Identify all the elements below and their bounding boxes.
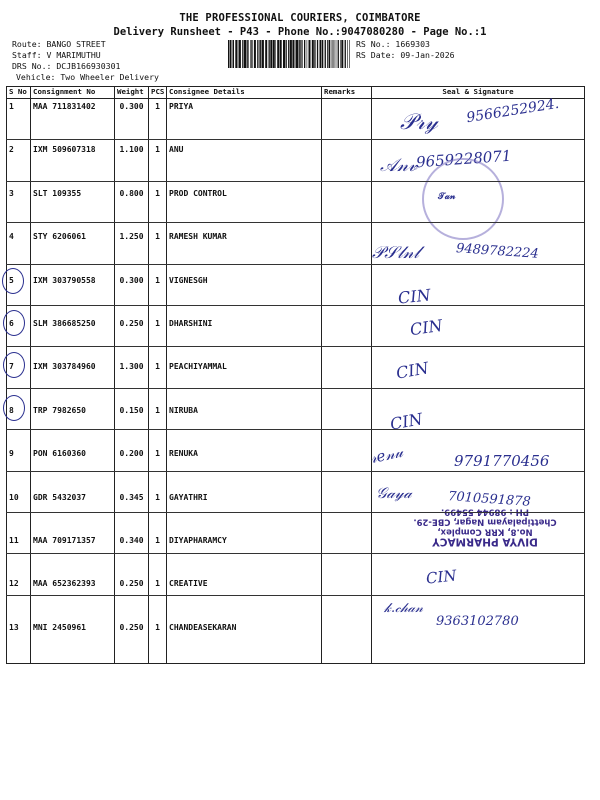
row-divider [6, 512, 584, 513]
row-consignee: PRIYA [167, 99, 322, 143]
row-weight: 0.345 [115, 490, 149, 533]
barcode-bar [247, 40, 248, 68]
row-weight: 0.340 [115, 533, 149, 576]
rs-number: RS No.: 1669303 [356, 39, 430, 49]
row-pcs: 1 [149, 533, 167, 576]
handwritten-cin-7: CIN [394, 358, 430, 383]
row-pcs: 1 [149, 229, 167, 272]
barcode-bar [309, 40, 311, 68]
row-consignment-no: MAA 652362393 [31, 576, 115, 619]
table-row [7, 403, 585, 446]
row-consignee: DIYAPHARAMCY [167, 533, 322, 576]
row-consignee: NIRUBA [167, 403, 322, 446]
row-signature [372, 316, 585, 359]
barcode-bar [338, 40, 339, 68]
row-consignment-no: GDR 5432037 [31, 490, 115, 533]
barcode-bar [265, 40, 267, 68]
row-divider [6, 471, 584, 472]
handwritten-phone-13: 9363102780 [436, 614, 519, 629]
row-divider [6, 553, 584, 554]
stamp-line-2: No.8, KRR Complex, [437, 526, 533, 537]
row-consignment-no: MAA 711831402 [31, 99, 115, 143]
row-consignment-no: STY 6206061 [31, 229, 115, 272]
drs-label: DRS No.: DCJB166930301 [12, 61, 121, 71]
signature-scribble: 𝒫𝓇𝓎 [400, 110, 438, 135]
row-pcs: 1 [149, 186, 167, 229]
row-pcs: 1 [149, 99, 167, 143]
row-remarks [322, 620, 372, 664]
barcode-bar [257, 40, 258, 68]
row-remarks [322, 533, 372, 576]
vehicle-label: Vehicle: Two Wheeler Delivery [16, 72, 159, 82]
row-consignment-no: SLT 109355 [31, 186, 115, 229]
barcode-bar [228, 40, 229, 68]
barcode-bar [333, 40, 334, 68]
col-sno-header: S No [7, 87, 31, 99]
barcode-bar [251, 40, 252, 68]
row-sno: 9 [7, 446, 31, 489]
row-weight: 0.250 [115, 576, 149, 619]
row-sno: 10 [7, 490, 31, 533]
barcode-bar [275, 40, 276, 68]
row-weight: 0.250 [115, 316, 149, 359]
runsheet-table [6, 86, 585, 664]
row-consignee: CREATIVE [167, 576, 322, 619]
row-remarks [322, 99, 372, 143]
row-remarks [322, 229, 372, 272]
barcode-bar [277, 40, 279, 68]
barcode-bar [292, 40, 294, 68]
barcode-bar [341, 40, 343, 68]
barcode-bar [312, 40, 314, 68]
row-remarks [322, 273, 372, 316]
barcode-bar [325, 40, 326, 68]
barcode-bar [259, 40, 260, 68]
row-divider [6, 305, 584, 306]
signature-scribble: 𝒢𝒶𝓎𝒶 [376, 484, 412, 502]
row-pcs: 1 [149, 142, 167, 185]
barcode-bar [250, 40, 251, 68]
barcode-bar [230, 40, 231, 68]
stamp-line-3: Chettipalayam Nagar, CBE-29. [413, 516, 557, 527]
barcode-bar [314, 40, 315, 68]
row-sno: 2 [7, 142, 31, 185]
col-consignee-header: Consignee Details [167, 87, 322, 99]
barcode-bar [345, 40, 346, 68]
barcode-bar [336, 40, 337, 68]
barcode-bar [269, 40, 270, 68]
row-consignee: PEACHIYAMMAL [167, 359, 322, 402]
table-header-row [7, 87, 585, 99]
barcode-bar [262, 40, 264, 68]
barcode-bar [280, 40, 282, 68]
barcode-bar [332, 40, 333, 68]
row-pcs: 1 [149, 576, 167, 619]
col-remarks-header: Remarks [322, 87, 372, 99]
seal-scribble: 𝒯𝒶𝓃 [438, 192, 456, 202]
barcode-bar [254, 40, 256, 68]
ink-circle [3, 310, 25, 336]
barcode-bar [302, 40, 303, 68]
handwritten-phone-10: 7010591878 [447, 489, 532, 510]
stamp-line-1: DIVYA PHARMACY [432, 535, 538, 548]
barcode-bar [304, 40, 305, 68]
row-weight: 0.300 [115, 99, 149, 143]
col-weight-header: Weight [115, 87, 149, 99]
row-consignee: RAMESH KUMAR [167, 229, 322, 272]
row-sno: 5 [7, 273, 31, 316]
barcode-bar [296, 40, 298, 68]
row-consignee: CHANDEASEKARAN [167, 620, 322, 664]
row-consignee: RENUKA [167, 446, 322, 489]
row-pcs: 1 [149, 359, 167, 402]
row-consignment-no: IXM 509607318 [31, 142, 115, 185]
row-consignment-no: MNI 2450961 [31, 620, 115, 664]
route-label: Route: BANGO STREET [12, 39, 106, 49]
round-seal [422, 158, 504, 240]
staff-label: Staff: V MARIMUTHU [12, 50, 101, 60]
handwritten-phone-4: 9489782224 [455, 241, 540, 262]
row-divider [6, 222, 584, 223]
handwritten-phone-2: 9659228071 [415, 146, 512, 172]
row-weight: 0.150 [115, 403, 149, 446]
row-pcs: 1 [149, 490, 167, 533]
row-pcs: 1 [149, 273, 167, 316]
barcode-bar [349, 40, 350, 68]
row-weight: 0.800 [115, 186, 149, 229]
table-row [7, 359, 585, 402]
row-consignment-no: PON 6160360 [31, 446, 115, 489]
handwritten-phone-9: 9791770456 [454, 452, 550, 470]
row-consignment-no: MAA 709171357 [31, 533, 115, 576]
barcode-bar [283, 40, 285, 68]
barcode-bar [290, 40, 292, 68]
handwritten-cin-12: CIN [425, 566, 458, 588]
row-sno: 12 [7, 576, 31, 619]
barcode-bar [334, 40, 335, 68]
row-consignment-no: IXM 303784960 [31, 359, 115, 402]
handwritten-cin-5: CIN [397, 285, 432, 308]
barcode [228, 40, 350, 68]
row-weight: 1.300 [115, 359, 149, 402]
barcode-bar [347, 40, 348, 68]
barcode-bar [295, 40, 296, 68]
barcode-bar [270, 40, 272, 68]
col-consignment-header: Consignment No [31, 87, 115, 99]
barcode-bar [273, 40, 275, 68]
signature-scribble: 𝓀.𝒸𝒽𝒶𝓃 [384, 601, 423, 616]
barcode-bar [248, 40, 249, 68]
row-divider [6, 264, 584, 265]
row-weight: 1.100 [115, 142, 149, 185]
barcode-bar [235, 40, 237, 68]
row-consignee: ANU [167, 142, 322, 185]
row-consignee: VIGNESGH [167, 273, 322, 316]
row-consignee: DHARSHINI [167, 316, 322, 359]
row-divider [6, 429, 584, 430]
barcode-bar [317, 40, 318, 68]
ink-circle [3, 352, 25, 378]
barcode-bar [239, 40, 241, 68]
barcode-bar [299, 40, 300, 68]
row-sno: 3 [7, 186, 31, 229]
ink-circle [3, 395, 25, 421]
row-pcs: 1 [149, 446, 167, 489]
row-sno: 6 [7, 316, 31, 359]
row-pcs: 1 [149, 316, 167, 359]
signature-scribble: 𝒜𝓃𝓋 [380, 155, 418, 176]
signature-scribble: 𝓇𝑒𝓃𝓊 [368, 442, 405, 468]
row-pcs: 1 [149, 620, 167, 664]
row-weight: 0.250 [115, 620, 149, 664]
row-sno: 8 [7, 403, 31, 446]
handwritten-cin-8: CIN [388, 409, 424, 434]
row-consignment-no: IXM 303790558 [31, 273, 115, 316]
row-weight: 0.300 [115, 273, 149, 316]
row-weight: 0.200 [115, 446, 149, 489]
row-sno: 7 [7, 359, 31, 402]
stamp-line-4: PH : 98944 55499. [441, 506, 529, 517]
barcode-bar [244, 40, 246, 68]
row-consignee: PROD CONTROL [167, 186, 322, 229]
row-remarks [322, 403, 372, 446]
runsheet-subtitle: Delivery Runsheet - P43 - Phone No.:9047080280 - Page No.:1 [113, 26, 487, 38]
row-weight: 1.250 [115, 229, 149, 272]
row-remarks [322, 576, 372, 619]
barcode-bar [286, 40, 287, 68]
handwritten-phone-1: 9566252924. [465, 95, 561, 127]
row-divider [6, 346, 584, 347]
row-sno: 4 [7, 229, 31, 272]
barcode-bar [322, 40, 323, 68]
row-divider [6, 181, 584, 182]
signature-scribble: 𝒫𝒮𝓁𝓃𝓁 [372, 243, 420, 263]
row-pcs: 1 [149, 403, 167, 446]
table-row [7, 316, 585, 359]
row-sno: 1 [7, 99, 31, 143]
row-divider [6, 139, 584, 140]
barcode-bar [260, 40, 261, 68]
row-sno: 11 [7, 533, 31, 576]
barcode-bar [307, 40, 308, 68]
company-title: THE PROFESSIONAL COURIERS, COIMBATORE [179, 12, 421, 24]
table-row [7, 273, 585, 316]
barcode-bar [232, 40, 233, 68]
row-remarks [322, 446, 372, 489]
barcode-bar [320, 40, 322, 68]
barcode-bar [300, 40, 301, 68]
barcode-bar [329, 40, 330, 68]
barcode-bar [340, 40, 341, 68]
barcode-bar [242, 40, 243, 68]
row-sno: 13 [7, 620, 31, 664]
col-pcs-header: PCS [149, 87, 167, 99]
row-divider [6, 595, 584, 596]
row-consignment-no: SLM 386685250 [31, 316, 115, 359]
row-divider [6, 388, 584, 389]
row-consignment-no: TRP 7982650 [31, 403, 115, 446]
ink-circle [2, 268, 24, 294]
row-remarks [322, 359, 372, 402]
barcode-bar [238, 40, 239, 68]
row-remarks [322, 142, 372, 185]
rs-date: RS Date: 09-Jan-2026 [356, 50, 455, 60]
barcode-bar [327, 40, 328, 68]
barcode-bar [233, 40, 234, 68]
handwritten-cin-6: CIN [408, 315, 444, 340]
barcode-bar [288, 40, 289, 68]
col-signature-header: Seal & Signature [372, 87, 585, 99]
row-remarks [322, 316, 372, 359]
row-consignee: GAYATHRI [167, 490, 322, 533]
